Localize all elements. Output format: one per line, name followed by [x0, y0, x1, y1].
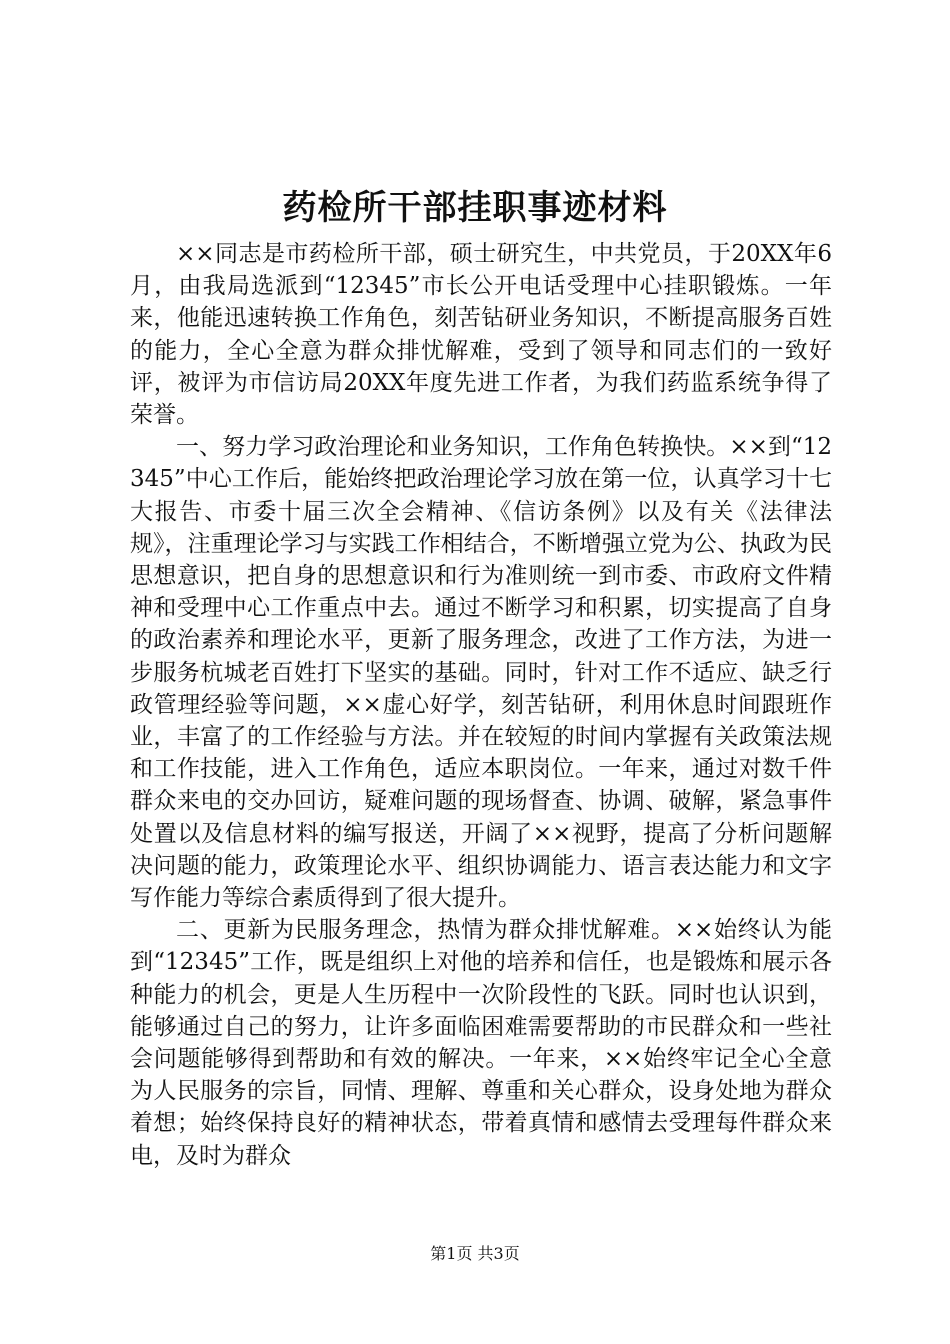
document-title: 药检所干部挂职事迹材料 [282, 188, 668, 228]
paragraph-intro: ××同志是市药检所干部，硕士研究生，中共党员，于20XX年6月，由我局选派到“12345”市长公开电话受理中心挂职锻炼。一年来，他能迅速转换工作角色，刻苦钻研业务知识，不断提高服务百姓的能力，全心全意为群众排忧解难，受到了领导和同志们的一致好评，被评为市信访局20XX年度先进工作者，为我们药监系统争得了荣誉。 [130, 241, 832, 429]
document-body [130, 238, 832, 1172]
paragraph-section-1: 一、努力学习政治理论和业务知识，工作角色转换快。××到“12345”中心工作后，能始终把政治理论学习放在第一位，认真学习十七大报告、市委十届三次全会精神、《信访条例》以及有关《法律法规》，注重理论学习与实践工作相结合，不断增强立党为公、执政为民思想意识，把自身的思想意识和行为准则统一到市委、市政府文件精神和受理中心工作重点中去。通过不断学习和积累，切实提高了自身的政治素养和理论水平，更新了服务理念，改进了工作方法，为进一步服务杭城老百姓打下坚实的基础。同时，针对工作不适应、缺乏行政管理经验等问题，××虚心好学，刻苦钻研，利用休息时间跟班作业，丰富了的工作经验与方法。并在较短的时间内掌握有关政策法规和工作技能，进入工作角色，适应本职岗位。一年来，通过对数千件群众来电的交办回访，疑难问题的现场督查、协调、破解，紧急事件处置以及信息材料的编写报送，开阔了××视野，提高了分析问题解决问题的能力，政策理论水平、组织协调能力、语言表达能力和文字写作能力等综合素质得到了很大提升。 [130, 434, 832, 912]
page-footer: 第1页 共3页 [430, 1244, 520, 1263]
paragraph-section-2: 二、更新为民服务理念，热情为群众排忧解难。××始终认为能到“12345”工作，既是组织上对他的培养和信任，也是锻炼和展示各种能力的机会，更是人生历程中一次阶段性的飞跃。同时也认识到，能够通过自己的努力，让许多面临困难需要帮助的市民群众和一些社会问题能够得到帮助和有效的解决。一年来，××始终牢记全心全意为人民服务的宗旨，同情、理解、尊重和关心群众，设身处地为群众着想；始终保持良好的精神状态，带着真情和感情去受理每件群众来电，及时为群众 [130, 917, 832, 1169]
